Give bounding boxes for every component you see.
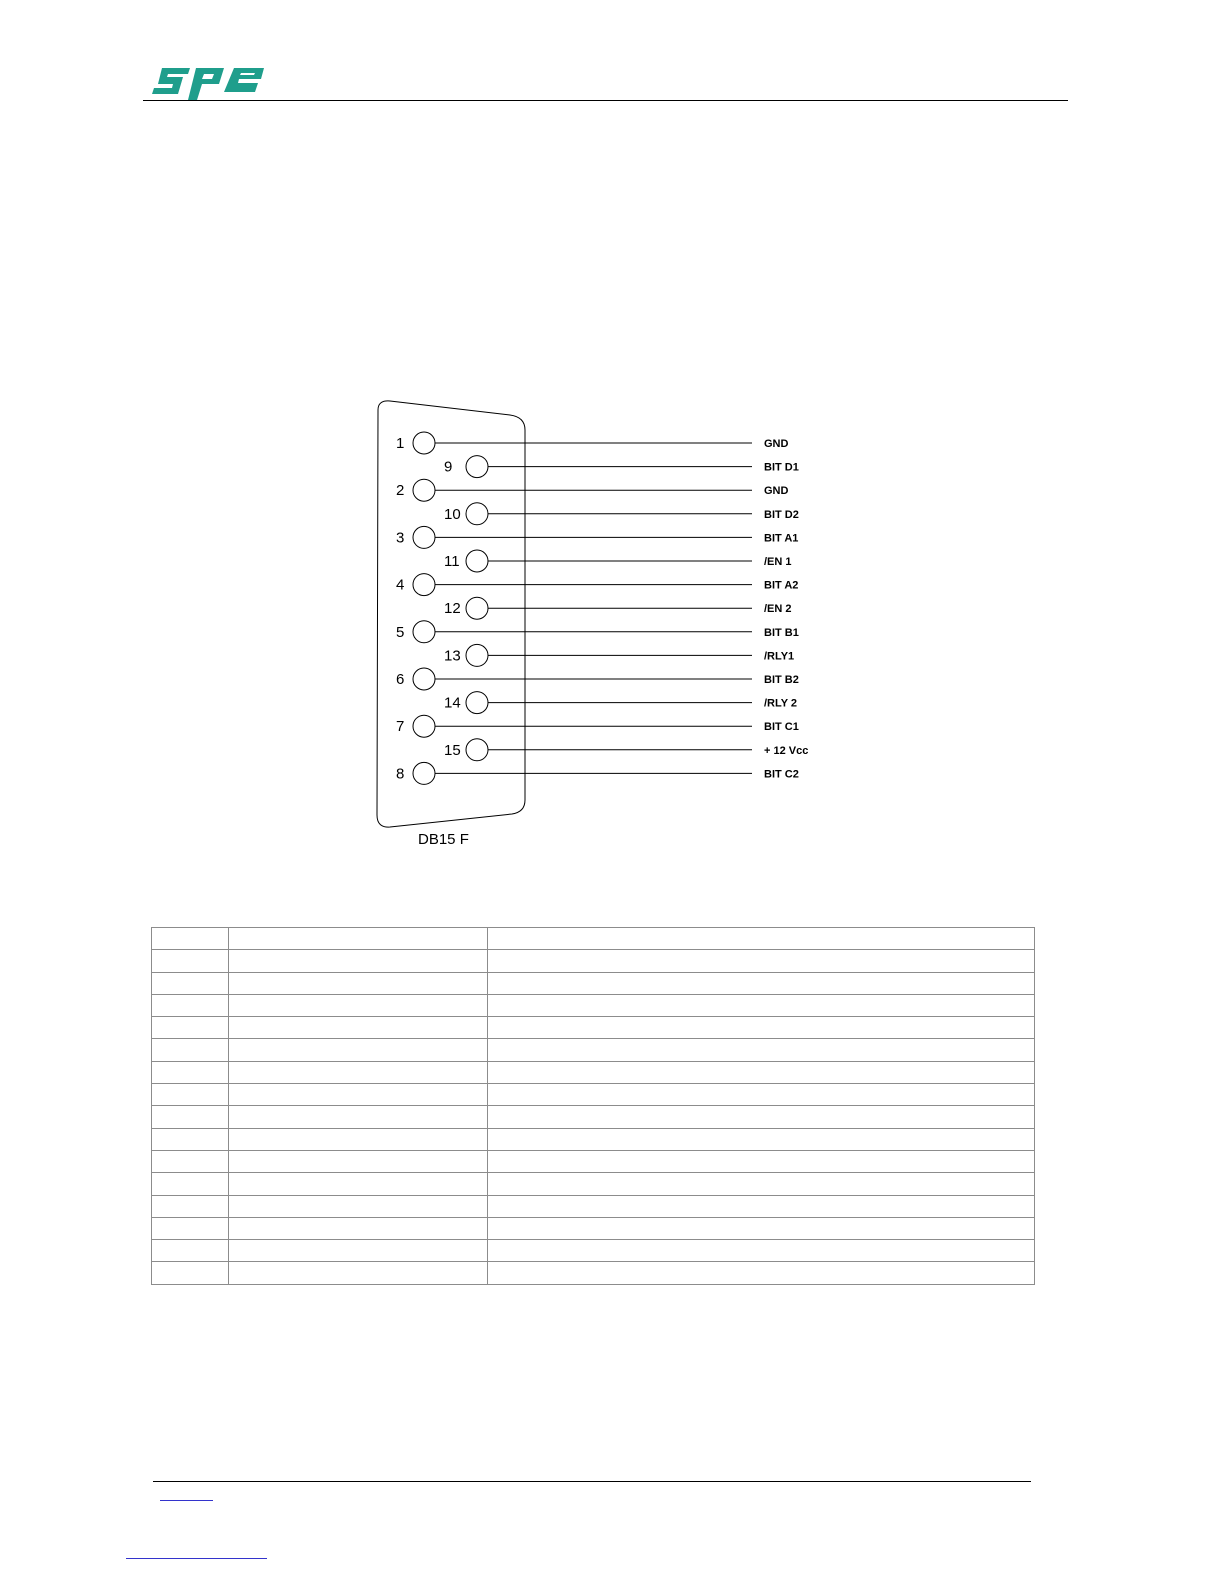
pin-6-contact — [413, 668, 435, 690]
table-row — [152, 1128, 1035, 1150]
table-row — [152, 950, 1035, 972]
pin-4 — [396, 574, 798, 596]
table-cell — [488, 1195, 1035, 1217]
signal-label: /RLY1 — [764, 650, 795, 663]
connector-label: DB15 F — [418, 831, 469, 848]
table-cell — [152, 1017, 229, 1039]
pin-14 — [444, 692, 797, 714]
table-row — [152, 1106, 1035, 1128]
table-cell — [152, 1106, 229, 1128]
signal-label: /EN 2 — [764, 603, 792, 616]
table-cell — [152, 950, 229, 972]
table-cell — [152, 1217, 229, 1239]
table-cell — [229, 1128, 488, 1150]
pin-14-contact — [466, 692, 488, 714]
table-row — [152, 1150, 1035, 1172]
footer-rule — [153, 1481, 1031, 1482]
table-row — [152, 1240, 1035, 1262]
pin-number: 10 — [444, 505, 461, 523]
pin-table — [151, 927, 1035, 1285]
table-cell — [488, 950, 1035, 972]
pin-2 — [396, 479, 789, 501]
pin-number: 4 — [396, 576, 405, 594]
pin-number: 2 — [396, 482, 405, 500]
pin-5 — [396, 621, 799, 643]
pin-13-contact — [466, 644, 488, 666]
pin-number: 7 — [396, 718, 405, 736]
pin-number: 9 — [444, 458, 453, 476]
table-row — [152, 1017, 1035, 1039]
table-cell — [488, 928, 1035, 950]
signal-label: BIT B2 — [764, 674, 799, 686]
pin-11 — [444, 550, 792, 572]
table-cell — [229, 994, 488, 1016]
table-cell — [229, 1173, 488, 1195]
table-cell — [488, 994, 1035, 1016]
pin-number: 5 — [396, 623, 405, 641]
table-cell — [488, 1150, 1035, 1172]
pin-5-contact — [413, 621, 435, 643]
table-cell — [152, 994, 229, 1016]
table-cell — [229, 1084, 488, 1106]
table-row — [152, 1061, 1035, 1083]
pin-4-contact — [413, 574, 435, 596]
pin-8 — [396, 762, 799, 784]
pin-number: 3 — [396, 529, 405, 547]
spe-logo — [150, 64, 268, 104]
table-cell — [488, 1240, 1035, 1262]
table-cell — [152, 1084, 229, 1106]
table-cell — [229, 1106, 488, 1128]
pin-9-contact — [466, 456, 488, 478]
table-cell — [229, 1262, 488, 1284]
table-row — [152, 1173, 1035, 1195]
table-cell — [152, 928, 229, 950]
table-cell — [229, 1240, 488, 1262]
signal-label: /EN 1 — [764, 556, 792, 568]
pin-10-contact — [466, 503, 488, 525]
pin-7 — [396, 715, 799, 737]
footer-link-underline[interactable] — [160, 1500, 213, 1501]
signal-label: BIT A2 — [764, 579, 799, 592]
table-row — [152, 1262, 1035, 1284]
pin-number: 8 — [396, 765, 405, 783]
table-cell — [152, 1039, 229, 1061]
pin-13 — [444, 644, 794, 666]
pin-6 — [396, 668, 799, 690]
pin-15-contact — [466, 739, 488, 761]
table-cell — [152, 1195, 229, 1217]
pin-number: 15 — [444, 741, 461, 759]
pin-3 — [396, 526, 798, 548]
table-cell — [152, 972, 229, 994]
pin-12 — [444, 597, 792, 619]
table-row — [152, 1195, 1035, 1217]
table-cell — [488, 1084, 1035, 1106]
pin-12-contact — [466, 597, 488, 619]
pin-8-contact — [413, 762, 435, 784]
table-cell — [229, 1195, 488, 1217]
table-cell — [488, 1217, 1035, 1239]
signal-label: GND — [764, 438, 789, 450]
table-cell — [152, 1150, 229, 1172]
table-row — [152, 1217, 1035, 1239]
table-cell — [229, 928, 488, 950]
table-row — [152, 972, 1035, 994]
table-cell — [229, 1017, 488, 1039]
pin-number: 1 — [396, 435, 405, 452]
pin-7-contact — [413, 715, 435, 737]
table-cell — [488, 1106, 1035, 1128]
pin-number: 6 — [396, 671, 405, 688]
pin-2-contact — [413, 479, 435, 501]
db15-connector-diagram — [360, 390, 860, 865]
pin-number: 12 — [444, 600, 461, 618]
table-row — [152, 1084, 1035, 1106]
table-cell — [152, 1173, 229, 1195]
pin-1-contact — [413, 432, 435, 454]
table-cell — [152, 1128, 229, 1150]
signal-label: GND — [764, 485, 789, 498]
pin-11-contact — [466, 550, 488, 572]
table-cell — [229, 1039, 488, 1061]
signal-label: BIT A1 — [764, 532, 799, 545]
signal-label: BIT C1 — [764, 721, 799, 734]
table-cell — [488, 972, 1035, 994]
table-cell — [488, 1061, 1035, 1083]
pin-15 — [444, 739, 808, 761]
pin-3-contact — [413, 526, 435, 548]
pin-number: 11 — [444, 553, 460, 570]
table-row — [152, 1039, 1035, 1061]
pin-1 — [396, 432, 789, 454]
table-cell — [229, 950, 488, 972]
pin-9 — [444, 456, 799, 478]
table-cell — [229, 1217, 488, 1239]
table-row — [152, 994, 1035, 1016]
table-row — [152, 928, 1035, 950]
pin-10 — [444, 503, 799, 525]
table-cell — [152, 1240, 229, 1262]
signal-label: BIT D2 — [764, 508, 799, 521]
signal-label: BIT B1 — [764, 626, 799, 639]
table-cell — [488, 1039, 1035, 1061]
pin-number: 13 — [444, 647, 461, 665]
signal-label: + 12 Vcc — [764, 744, 809, 757]
table-cell — [488, 1173, 1035, 1195]
header-rule — [143, 100, 1068, 101]
table-cell — [229, 1150, 488, 1172]
table-cell — [152, 1262, 229, 1284]
table-cell — [152, 1061, 229, 1083]
table-cell — [488, 1262, 1035, 1284]
table-cell — [488, 1128, 1035, 1150]
table-cell — [229, 972, 488, 994]
pin-number: 14 — [444, 694, 461, 712]
signal-label: /RLY 2 — [764, 697, 798, 710]
footer-link-underline[interactable] — [126, 1558, 267, 1559]
table-cell — [229, 1061, 488, 1083]
signal-label: BIT D1 — [764, 461, 799, 474]
table-cell — [488, 1017, 1035, 1039]
signal-label: BIT C2 — [764, 768, 799, 781]
